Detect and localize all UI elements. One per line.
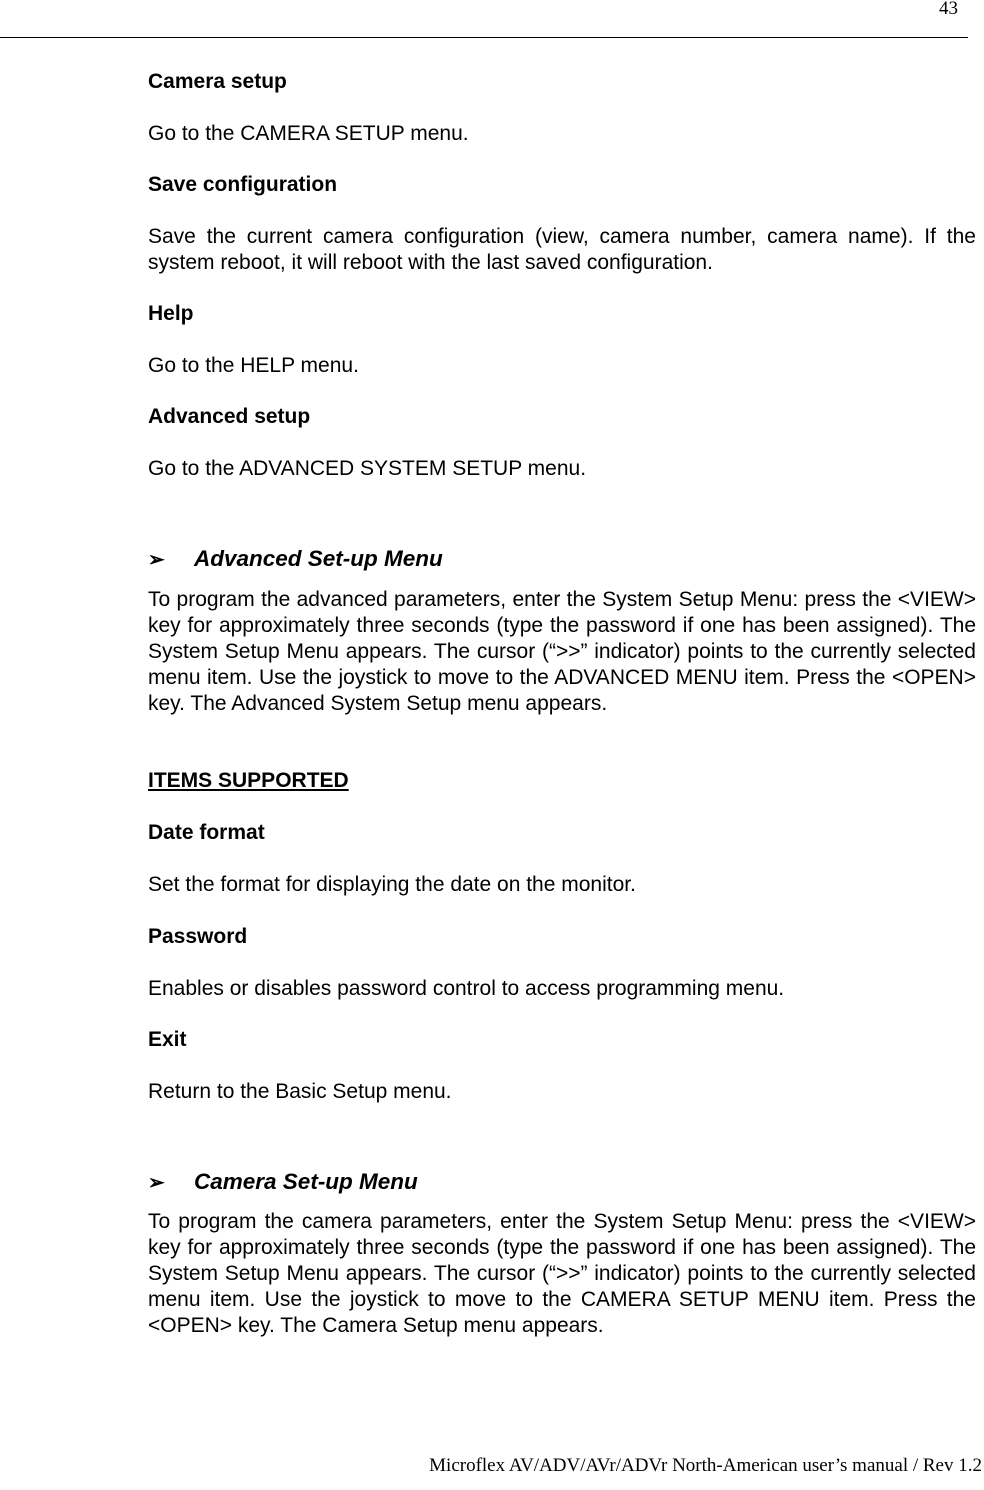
arrow-bullet-icon: ➢	[148, 1172, 165, 1194]
section-title-text: Advanced Set-up Menu	[194, 546, 443, 571]
advanced-section-intro: To program the advanced parameters, enter the System Setup Menu: press the <VIEW> key for approximately three seconds (type the password if one has been assigned). The System Setup Menu appears. The cursor (“>>” indicator) points to the currently selected menu item. Use the joystick to move to the ADVANCED MENU item. Press the <OPEN> key. The Advanced System Setup menu appears.	[148, 588, 976, 715]
item-heading-camera-setup: Camera setup	[148, 70, 287, 93]
page-number: 43	[939, 0, 958, 19]
item-heading-advanced-setup: Advanced setup	[148, 405, 311, 428]
page-footer: Microflex AV/ADV/AVr/ADVr North-American user’s manual / Rev 1.2	[429, 1455, 982, 1476]
item-text-help: Go to the HELP menu.	[148, 354, 359, 377]
section-title-camera-setup-menu	[148, 1168, 418, 1197]
item-text-password: Enables or disables password control to access programming menu.	[148, 977, 785, 1000]
item-heading-password: Password	[148, 925, 248, 948]
section-title-advanced-setup-menu	[148, 545, 443, 574]
item-text-exit: Return to the Basic Setup menu.	[148, 1080, 452, 1103]
arrow-bullet-icon: ➢	[148, 549, 165, 571]
items-supported-label: ITEMS SUPPORTED	[148, 769, 349, 792]
item-heading-date-format: Date format	[148, 821, 265, 844]
item-heading-exit: Exit	[148, 1028, 187, 1051]
item-text-save-configuration: Save the current camera configuration (view, camera number, camera name). If the system reboot, it will reboot with the last saved configuration.	[148, 225, 976, 274]
header-rule	[0, 37, 968, 38]
item-heading-save-configuration: Save configuration	[148, 173, 338, 196]
item-text-camera-setup: Go to the CAMERA SETUP menu.	[148, 122, 469, 145]
item-heading-help: Help	[148, 302, 194, 325]
item-text-date-format: Set the format for displaying the date on the monitor.	[148, 873, 636, 896]
camera-section-intro: To program the camera parameters, enter the System Setup Menu: press the <VIEW> key for approximately three seconds (type the password if one has been assigned). The System Setup Menu appears. The cursor (“>>” indicator) points to the currently selected menu item. Use the joystick to move to the CAMERA SETUP MENU item. Press the <OPEN> key. The Camera Setup menu appears.	[148, 1210, 976, 1337]
item-text-advanced-setup: Go to the ADVANCED SYSTEM SETUP menu.	[148, 457, 587, 480]
section-title-text: Camera Set-up Menu	[194, 1169, 418, 1194]
